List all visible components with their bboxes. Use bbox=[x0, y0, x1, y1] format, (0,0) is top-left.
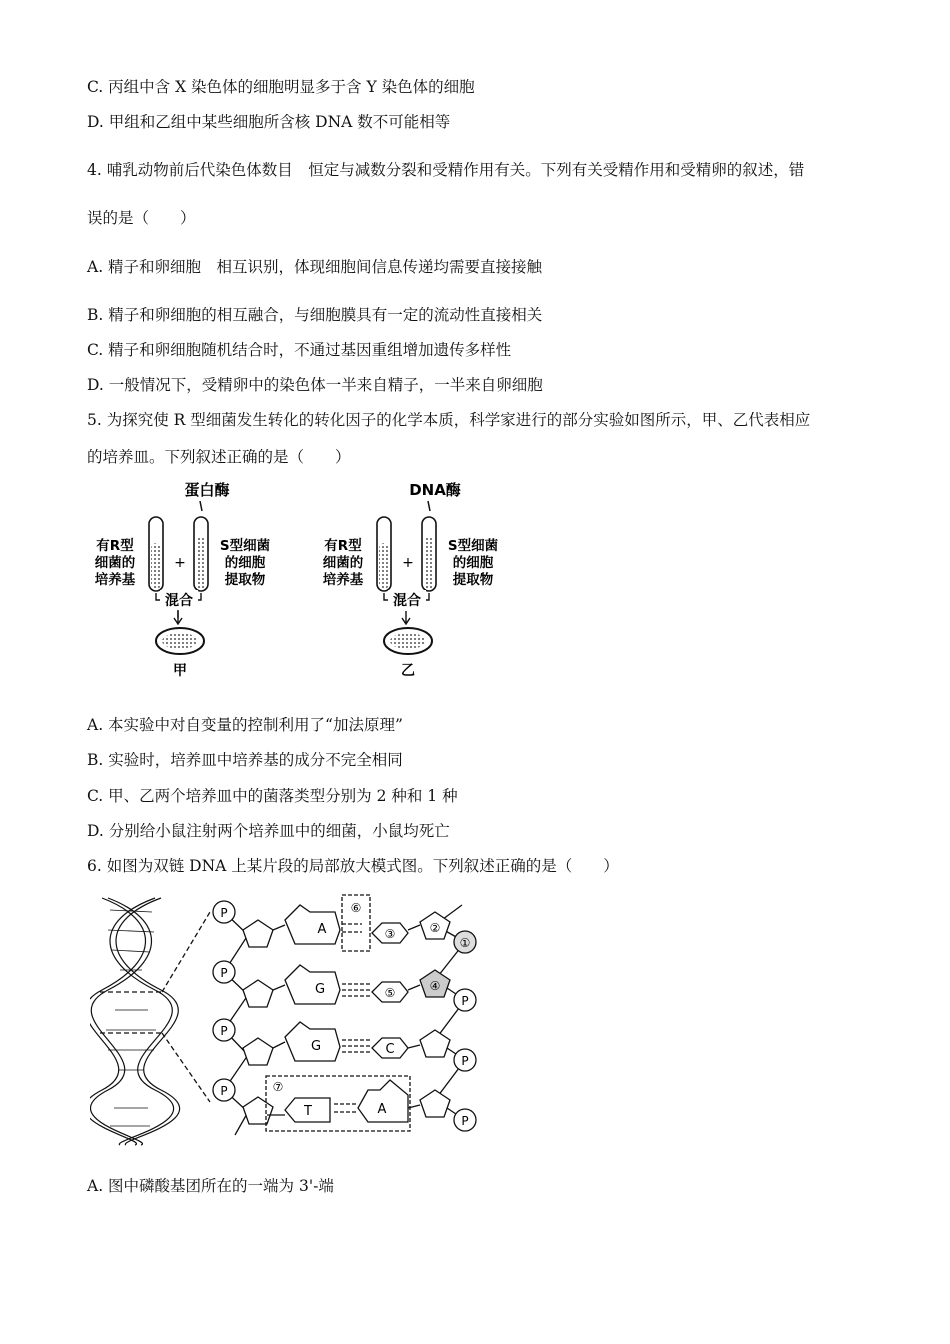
q5-option-d: D. 分别给小鼠注射两个培养皿中的细菌，小鼠均死亡 bbox=[87, 822, 450, 840]
double-helix bbox=[90, 898, 180, 1145]
colonies bbox=[390, 633, 426, 649]
colonies bbox=[162, 633, 198, 649]
r-tube-contents bbox=[151, 543, 161, 589]
r-label-1: 有R型 bbox=[96, 538, 134, 554]
mix-label: 混合 bbox=[393, 593, 421, 609]
q3-option-d: D. 甲组和乙组中某些细胞所含核 DNA 数不可能相等 bbox=[87, 113, 451, 131]
s-tube-contents bbox=[424, 537, 434, 589]
q5-option-b: B. 实验时，培养皿中培养基的成分不完全相同 bbox=[87, 751, 403, 769]
q5-option-c: C. 甲、乙两个培养皿中的菌落类型分别为 2 种和 1 种 bbox=[87, 787, 458, 805]
q6-option-a: A. 图中磷酸基团所在的一端为 3'-端 bbox=[87, 1177, 334, 1195]
r-label-1: 有R型 bbox=[324, 538, 362, 554]
phosphate-label: P bbox=[461, 994, 469, 1008]
right-bases bbox=[358, 923, 408, 1122]
s-label-3: 提取物 bbox=[452, 572, 494, 588]
q4-option-c: C. 精子和卵细胞随机结合时，不通过基因重组增加遗传多样性 bbox=[87, 341, 512, 359]
left-sugars bbox=[243, 920, 273, 1124]
r-label-3: 培养基 bbox=[94, 572, 136, 588]
zoom-lines bbox=[162, 912, 210, 1102]
marker-3: ③ bbox=[384, 927, 396, 941]
down-arrow bbox=[174, 611, 182, 624]
dish-label: 乙 bbox=[401, 663, 415, 679]
base-c: C bbox=[385, 1042, 395, 1057]
q4-option-d: D. 一般情况下，受精卵中的染色体一半来自精子，一半来自卵细胞 bbox=[87, 376, 543, 394]
s-label-3: 提取物 bbox=[224, 572, 266, 588]
phosphate-label: P bbox=[461, 1114, 469, 1128]
q6-stem: 6. 如图为双链 DNA 上某片段的局部放大模式图。下列叙述正确的是（ ） bbox=[87, 857, 619, 875]
enzyme-arrow bbox=[428, 501, 430, 511]
mix-label: 混合 bbox=[165, 593, 193, 609]
base-g: G bbox=[314, 982, 326, 997]
marker-7: ⑦ bbox=[272, 1080, 284, 1094]
left-setup bbox=[95, 481, 271, 679]
s-label-2: 的细胞 bbox=[224, 555, 266, 571]
protease-label: 蛋白酶 bbox=[184, 481, 230, 499]
marker-6: ⑥ bbox=[350, 901, 362, 915]
q4-stem-line1: 4. 哺乳动物前后代染色体数目 恒定与减数分裂和受精作用有关。下列有关受精作用和受精卵的叙述，错 bbox=[87, 161, 805, 179]
phosphate-label: P bbox=[461, 1054, 469, 1068]
section-marks bbox=[100, 992, 162, 1033]
dna-fragment-figure bbox=[90, 890, 490, 1150]
q5-option-a: A. 本实验中对自变量的控制利用了“加法原理” bbox=[87, 716, 403, 734]
phosphate-label: P bbox=[220, 1084, 228, 1098]
q4-stem-line2: 误的是（ ） bbox=[87, 209, 196, 227]
left-phosphates bbox=[213, 901, 235, 1101]
marker-2: ② bbox=[429, 921, 441, 935]
transformation-experiment-figure bbox=[85, 477, 515, 687]
plus-sign: + bbox=[402, 555, 414, 571]
right-setup bbox=[323, 481, 499, 679]
s-label-1: S型细菌 bbox=[447, 538, 499, 554]
r-label-2: 细菌的 bbox=[322, 555, 364, 571]
down-arrow bbox=[402, 611, 410, 624]
base-a: A bbox=[377, 1102, 387, 1117]
q4-option-b: B. 精子和卵细胞的相互融合，与细胞膜具有一定的流动性直接相关 bbox=[87, 306, 543, 324]
s-label-2: 的细胞 bbox=[452, 555, 494, 571]
dnase-label: DNA酶 bbox=[409, 481, 461, 499]
marker-4: ④ bbox=[429, 979, 441, 993]
left-bases bbox=[285, 905, 340, 1122]
base-a: A bbox=[317, 922, 327, 937]
q5-stem-line1: 5. 为探究使 R 型细菌发生转化的转化因子的化学本质，科学家进行的部分实验如图所示，甲、乙代表相应 bbox=[87, 411, 811, 429]
s-label-1: S型细菌 bbox=[219, 538, 271, 554]
phosphate-label: P bbox=[220, 906, 228, 920]
right-phosphates bbox=[454, 931, 476, 1131]
base-t: T bbox=[304, 1104, 312, 1119]
q4-option-a: A. 精子和卵细胞 相互识别，体现细胞间信息传递均需要直接接触 bbox=[87, 258, 543, 276]
marker-5: ⑤ bbox=[384, 986, 396, 1000]
enzyme-arrow bbox=[200, 501, 202, 511]
r-label-2: 细菌的 bbox=[94, 555, 136, 571]
q3-option-c: C. 丙组中含 X 染色体的细胞明显多于含 Y 染色体的细胞 bbox=[87, 78, 475, 96]
marker-1: ① bbox=[459, 936, 471, 950]
base-g: G bbox=[310, 1039, 322, 1054]
dish-label: 甲 bbox=[173, 663, 187, 679]
phosphate-label: P bbox=[220, 1024, 228, 1038]
r-label-3: 培养基 bbox=[322, 572, 364, 588]
hydrogen-bonds bbox=[334, 924, 372, 1112]
r-tube-contents bbox=[379, 543, 389, 589]
phosphate-label: P bbox=[220, 966, 228, 980]
q5-stem-line2: 的培养皿。下列叙述正确的是（ ） bbox=[87, 448, 351, 466]
plus-sign: + bbox=[174, 555, 186, 571]
s-tube-contents bbox=[196, 537, 206, 589]
